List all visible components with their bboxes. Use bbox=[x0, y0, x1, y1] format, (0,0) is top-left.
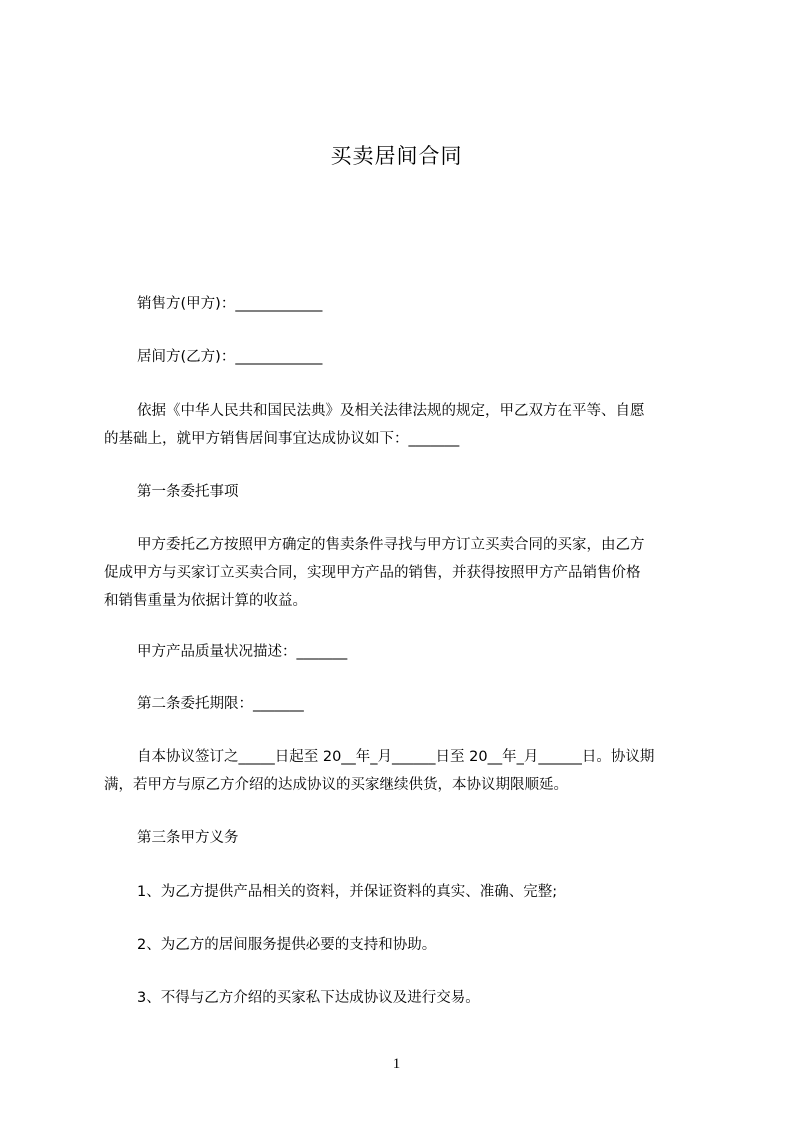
intro-line-1: 依据《中华人民共和国民法典》及相关法律法规的规定，甲乙双方在平等、自愿 bbox=[137, 403, 645, 419]
duty-3: 3、不得与乙方介绍的买家私下达成协议及进行交易。 bbox=[137, 990, 480, 1006]
duty-1: 1、为乙方提供产品相关的资料，并保证资料的真实、准确、完整; bbox=[137, 884, 558, 900]
page-number: 1 bbox=[392, 1056, 401, 1072]
article-1-line-2: 促成甲方与买家订立买卖合同，实现甲方产品的销售，并获得按照甲方产品销售价格 bbox=[104, 565, 641, 581]
article-1-line-1: 甲方委托乙方按照甲方确定的售卖条件寻找与甲方订立买卖合同的买家，由乙方 bbox=[137, 537, 645, 553]
article-1-title: 第一条委托事项 bbox=[137, 484, 239, 500]
intro-line-2: 的基础上，就甲方销售居间事宜达成协议如下：_______ bbox=[104, 431, 460, 447]
article-2-title: 第二条委托期限：_______ bbox=[137, 696, 304, 712]
duty-2: 2、为乙方的居间服务提供必要的支持和协助。 bbox=[137, 937, 437, 953]
article-1-line-3: 和销售重量为依据计算的收益。 bbox=[104, 593, 307, 609]
quality-line: 甲方产品质量状况描述：_______ bbox=[137, 644, 348, 660]
article-3-title: 第三条甲方义务 bbox=[137, 830, 239, 846]
seller-line: 销售方(甲方)：____________ bbox=[137, 296, 323, 312]
term-line-1: 自本协议签订之_____日起至 20__年_月______日至 20__年_月______日。协议期 bbox=[137, 749, 655, 765]
broker-line: 居间方(乙方)：____________ bbox=[137, 349, 323, 365]
document-title: 买卖居间合同 bbox=[330, 144, 463, 168]
term-line-2: 满，若甲方与原乙方介绍的达成协议的买家继续供货，本协议期限顺延。 bbox=[104, 777, 568, 793]
